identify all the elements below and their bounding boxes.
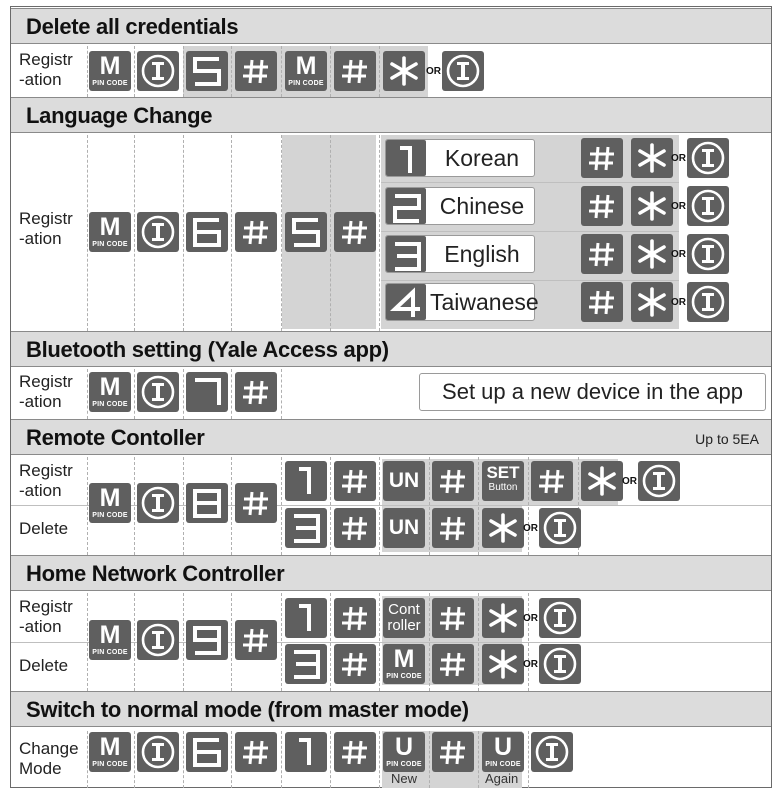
master-pin-key	[89, 620, 131, 660]
section-header-delete-all	[11, 8, 771, 44]
lock-button-icon	[539, 508, 581, 548]
star-key-icon	[631, 186, 673, 226]
hash-key-icon	[581, 282, 623, 322]
key-letter: M	[99, 484, 121, 512]
digit-9-key-icon	[186, 620, 228, 660]
language-label: Chinese	[439, 193, 525, 219]
column-divider	[183, 369, 184, 419]
hash-key-icon	[581, 234, 623, 274]
master-pin-key	[89, 732, 131, 772]
lock-button-icon	[137, 732, 179, 772]
row-label-registration: Registr -ation	[19, 372, 73, 411]
language-option-chinese	[385, 187, 535, 225]
key-sublabel: PIN CODE	[386, 673, 422, 680]
column-divider	[281, 457, 282, 555]
key-sublabel: PIN CODE	[92, 512, 128, 519]
section-header-normal-mode	[11, 691, 771, 727]
column-divider	[478, 457, 479, 555]
or-label: OR	[671, 249, 686, 260]
digit-7-key-icon	[186, 372, 228, 412]
column-divider	[379, 457, 380, 555]
master-pin-key	[383, 644, 425, 684]
un-key	[383, 461, 425, 501]
section-title: Bluetooth setting (Yale Access app)	[26, 337, 389, 362]
hash-key-icon	[334, 644, 376, 684]
row-divider	[381, 280, 679, 281]
star-key-icon	[631, 234, 673, 274]
hash-key-icon	[432, 508, 474, 548]
language-label: Korean	[444, 145, 520, 171]
key-sublabel: PIN CODE	[92, 401, 128, 408]
star-key-icon	[482, 598, 524, 638]
app-instruction-box: Set up a new device in the app	[419, 373, 766, 411]
hash-key-icon	[235, 51, 277, 91]
or-label: OR	[671, 201, 686, 212]
lock-button-icon	[539, 644, 581, 684]
column-divider	[183, 731, 184, 788]
hash-key-icon	[334, 598, 376, 638]
un-key	[383, 508, 425, 548]
column-divider	[231, 135, 232, 331]
language-option-korean	[385, 139, 535, 177]
column-divider	[281, 46, 282, 97]
or-label: OR	[426, 66, 441, 77]
or-label: OR	[523, 523, 538, 534]
master-pin-key	[89, 483, 131, 523]
or-label: OR	[671, 153, 686, 164]
key-letter: M	[393, 645, 415, 673]
key-sublabel: PIN CODE	[92, 761, 128, 768]
lock-button-icon	[687, 234, 729, 274]
or-label: OR	[622, 476, 637, 487]
lock-button-icon	[137, 483, 179, 523]
column-divider	[87, 457, 88, 555]
digit-5-key-icon	[186, 51, 228, 91]
column-divider	[478, 731, 479, 788]
column-divider	[528, 457, 529, 555]
remote-limit-note: Up to 5EA	[695, 431, 759, 447]
row-label-change-mode: Change Mode	[19, 739, 79, 778]
lock-button-icon	[137, 51, 179, 91]
hash-key-icon	[432, 598, 474, 638]
lock-button-icon	[687, 282, 729, 322]
section-title: Switch to normal mode (from master mode)	[26, 697, 469, 722]
or-label: OR	[671, 297, 686, 308]
hash-key-icon	[235, 732, 277, 772]
star-key-icon	[581, 461, 623, 501]
column-divider	[87, 46, 88, 97]
digit-5-key-icon	[285, 212, 327, 252]
star-key-icon	[631, 282, 673, 322]
key-letter: U	[394, 733, 414, 761]
column-divider	[87, 369, 88, 419]
lock-button-icon	[137, 212, 179, 252]
row-label-registration: Registr -ation	[19, 461, 73, 500]
column-divider	[330, 46, 331, 97]
hash-key-icon	[432, 644, 474, 684]
master-pin-key	[285, 51, 327, 91]
key-text: Cont	[388, 601, 420, 618]
hash-key-icon	[432, 732, 474, 772]
column-divider	[528, 731, 529, 788]
hash-key-icon	[334, 461, 376, 501]
caption-new: New	[391, 771, 418, 786]
hash-key-icon	[581, 138, 623, 178]
master-pin-key	[89, 51, 131, 91]
key-letter: M	[99, 52, 121, 80]
key-sublabel: PIN CODE	[92, 241, 128, 248]
digit-6-key-icon	[186, 212, 228, 252]
row-divider	[381, 231, 679, 232]
hash-key-icon	[235, 372, 277, 412]
digit-1-key-icon	[285, 598, 327, 638]
hash-key-icon	[334, 212, 376, 252]
row-label-delete: Delete	[19, 656, 69, 675]
star-key-icon	[383, 51, 425, 91]
section-header-home-network	[11, 555, 771, 591]
key-letter: M	[99, 621, 121, 649]
language-label: Taiwanese	[430, 289, 539, 315]
key-letter: M	[99, 733, 121, 761]
hash-key-icon	[334, 51, 376, 91]
key-text: UN	[388, 516, 420, 539]
lock-button-icon	[638, 461, 680, 501]
column-divider	[231, 457, 232, 555]
lock-button-icon	[137, 620, 179, 660]
key-sublabel: Button	[488, 482, 518, 493]
user-pin-key	[482, 732, 524, 772]
row-label-registration: Registr -ation	[19, 597, 73, 636]
master-pin-key	[89, 212, 131, 252]
digit-2-key-icon	[386, 188, 426, 224]
section-title: Language Change	[26, 103, 213, 128]
hash-key-icon	[235, 212, 277, 252]
caption-again: Again	[485, 771, 519, 786]
column-divider	[134, 46, 135, 97]
column-divider	[134, 135, 135, 331]
column-divider	[429, 457, 430, 555]
section-title: Remote Contoller	[26, 425, 205, 450]
set-button-key	[482, 461, 524, 501]
section-header-remote	[11, 419, 771, 455]
column-divider	[183, 457, 184, 555]
key-sublabel: PIN CODE	[92, 80, 128, 87]
hash-key-icon	[432, 461, 474, 501]
language-label: English	[444, 241, 520, 267]
column-divider	[134, 457, 135, 555]
hash-key-icon	[235, 483, 277, 523]
digit-8-key-icon	[186, 483, 228, 523]
section-header-language	[11, 97, 771, 133]
or-label: OR	[523, 613, 538, 624]
or-label: OR	[523, 659, 538, 670]
column-divider	[231, 46, 232, 97]
column-divider	[281, 731, 282, 788]
key-sublabel: PIN CODE	[92, 649, 128, 656]
digit-3-key-icon	[386, 236, 426, 272]
key-sublabel: PIN CODE	[485, 761, 521, 768]
column-divider	[379, 46, 380, 97]
column-divider	[330, 731, 331, 788]
hash-key-icon	[334, 732, 376, 772]
lock-button-icon	[687, 186, 729, 226]
column-divider	[183, 135, 184, 331]
section-header-bluetooth	[11, 331, 771, 367]
key-letter: M	[295, 52, 317, 80]
column-divider	[281, 135, 282, 331]
hash-key-icon	[334, 508, 376, 548]
key-text: roller	[387, 617, 421, 634]
column-divider	[330, 457, 331, 555]
column-divider	[330, 135, 331, 331]
digit-4-key-icon	[386, 284, 426, 320]
key-text: UN	[388, 469, 420, 492]
hash-key-icon	[581, 186, 623, 226]
digit-3-key-icon	[285, 508, 327, 548]
master-pin-key	[89, 372, 131, 412]
user-pin-key	[383, 732, 425, 772]
star-key-icon	[631, 138, 673, 178]
digit-6-key-icon	[186, 732, 228, 772]
star-key-icon	[482, 508, 524, 548]
key-sublabel: PIN CODE	[386, 761, 422, 768]
language-option-taiwanese	[385, 283, 539, 321]
digit-1-key-icon	[285, 461, 327, 501]
language-option-english	[385, 235, 535, 273]
section-title: Home Network Controller	[26, 561, 285, 586]
column-divider	[87, 135, 88, 331]
star-key-icon	[482, 644, 524, 684]
hash-key-icon	[531, 461, 573, 501]
key-letter: M	[99, 373, 121, 401]
lock-button-icon	[531, 732, 573, 772]
column-divider	[231, 369, 232, 419]
digit-1-key-icon	[386, 140, 426, 176]
column-divider	[379, 135, 380, 331]
digit-3-key-icon	[285, 644, 327, 684]
column-divider	[134, 731, 135, 788]
column-divider	[231, 731, 232, 788]
hash-key-icon	[235, 620, 277, 660]
column-divider	[281, 369, 282, 419]
lock-button-icon	[137, 372, 179, 412]
lock-button-icon	[539, 598, 581, 638]
key-letter: U	[493, 733, 513, 761]
controller-key	[383, 598, 425, 638]
column-divider	[87, 731, 88, 788]
key-sublabel: PIN CODE	[288, 80, 324, 87]
section-title: Delete all credentials	[26, 14, 239, 39]
key-text: SET	[486, 463, 520, 482]
row-label-delete: Delete	[19, 519, 69, 538]
lock-button-icon	[687, 138, 729, 178]
column-divider	[134, 369, 135, 419]
row-label-registration: Registr -ation	[19, 209, 73, 248]
column-divider	[183, 46, 184, 97]
row-label-registration: Registr -ation	[19, 50, 73, 89]
key-letter: M	[99, 213, 121, 241]
digit-1-key-icon	[285, 732, 327, 772]
column-divider	[429, 731, 430, 788]
column-divider	[379, 731, 380, 788]
lock-button-icon	[442, 51, 484, 91]
row-divider	[381, 182, 679, 183]
